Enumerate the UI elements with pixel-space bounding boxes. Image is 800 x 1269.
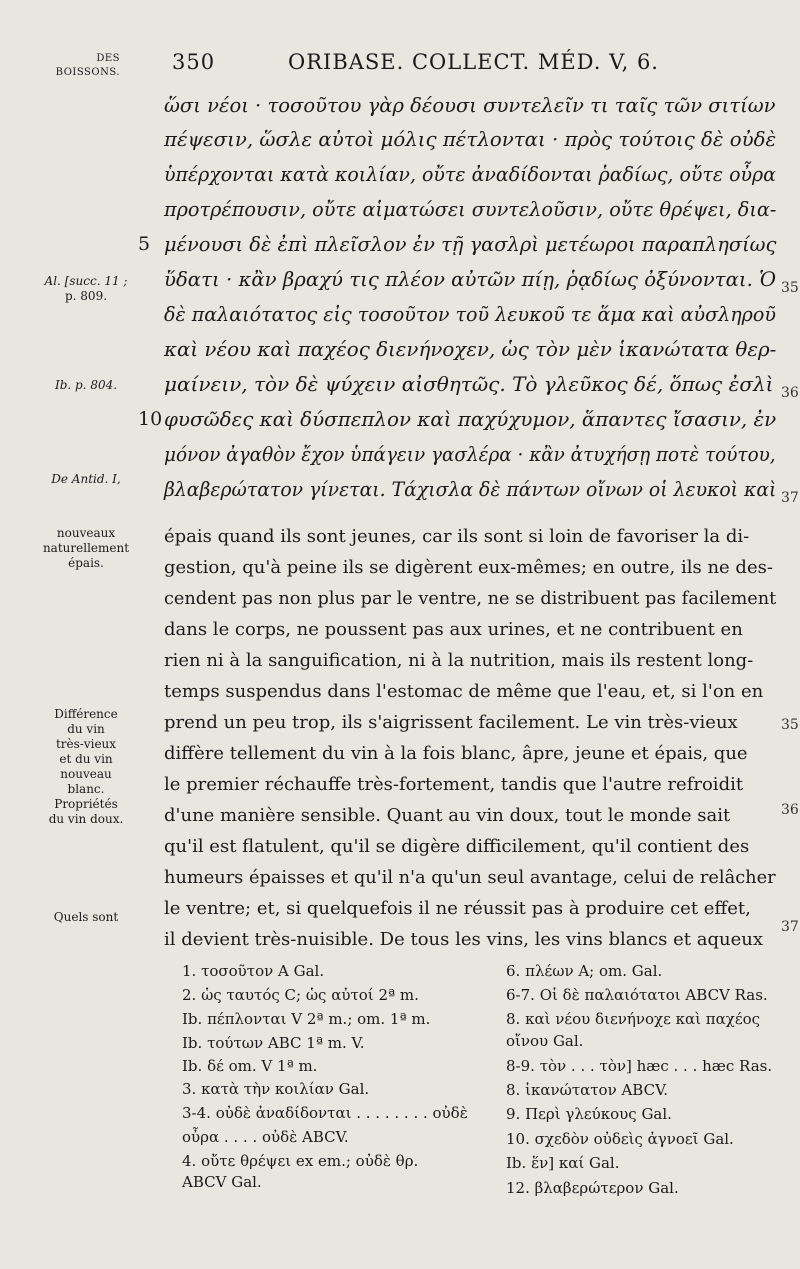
- french-line: diffère tellement du vin à la fois blanc, âpre, jeune et épais, que: [164, 743, 748, 764]
- apparatus-entry: ABCV Gal.: [182, 1173, 262, 1191]
- margin-header-line-1: DES: [96, 53, 120, 64]
- apparatus-entry: 4. οὔτε θρέψει ex em.; οὐδὲ θρ.: [182, 1152, 419, 1170]
- french-line: le ventre; et, si quelquefois il ne réussit pas à produire cet effet,: [164, 898, 751, 919]
- french-line: d'une manière sensible. Quant au vin doux, tout le monde sait: [164, 805, 731, 826]
- greek-line: μένουσι δὲ ἐπὶ πλεῖσλον ἐν τῇ γασλρὶ μετέωροι παραπλησίως: [164, 232, 777, 256]
- line-number-10: 10: [138, 408, 163, 430]
- french-line: humeurs épaisses et qu'il n'a qu'un seul avantage, celui de relâcher: [164, 867, 776, 888]
- greek-line: προτρέπουσιν, οὔτε αἱματώσει συντελοῦσιν, οὔτε θρέψει, δια-: [164, 197, 777, 221]
- line-number-5: 5: [138, 233, 151, 255]
- right-margin-number: 36: [781, 802, 799, 818]
- apparatus-entry: 2. ὡς ταυτός C; ὡς αὐτοί 2ª m.: [182, 986, 419, 1004]
- french-line: le premier réchauffe très-fortement, tandis que l'autre refroidit: [164, 774, 744, 795]
- apparatus-entry: Ib. πέπλονται V 2ª m.; om. 1ª m.: [182, 1010, 431, 1028]
- apparatus-entry: 12. βλαβερώτερον Gal.: [506, 1179, 679, 1197]
- french-line: épais quand ils sont jeunes, car ils sont si loin de favoriser la di-: [164, 526, 750, 547]
- french-line: temps suspendus dans l'estomac de même que l'eau, et, si l'on en: [164, 681, 764, 702]
- right-margin-number: 37: [781, 919, 799, 935]
- apparatus-entry: οἴνου Gal.: [506, 1032, 584, 1050]
- right-margin-number: 36: [781, 385, 799, 401]
- margin-ref-antid: De Antid. I,: [51, 472, 121, 486]
- apparatus-entry: οὖρα . . . . οὐδὲ ABCV.: [182, 1128, 349, 1146]
- apparatus-entry: Ib. ἕν] καί Gal.: [506, 1154, 620, 1172]
- apparatus-entry: 6-7. Οἱ δὲ παλαιότατοι ABCV Ras.: [506, 986, 768, 1004]
- margin-header-line-2: BOISSONS.: [55, 67, 120, 78]
- page-number: 350: [172, 50, 216, 74]
- greek-line: φυσῶδες καὶ δύσπεπλον καὶ παχύχυμον, ἅπαντες ἴσασιν, ἐν: [164, 407, 777, 431]
- apparatus-entry: 3. κατὰ τὴν κοιλίαν Gal.: [182, 1080, 370, 1098]
- margin-note-2: très-vieux: [55, 737, 117, 751]
- apparatus-entry: 8. καὶ νέου διενήνοχε καὶ παχέος: [506, 1010, 761, 1028]
- greek-line: πέψεσιν, ὥσλε αὐτοὶ μόλις πέτλονται · πρὸς τούτοις δὲ οὐδὲ: [164, 127, 777, 151]
- greek-line: ὕδατι · κἂν βραχύ τις πλέον αὐτῶν πίῃ, ῥᾳδίως ὀξύνονται. Ὁ: [164, 267, 776, 291]
- margin-note-3: Quels sont: [53, 910, 119, 924]
- french-line: rien ni à la sanguification, ni à la nutrition, mais ils restent long-: [164, 650, 754, 671]
- apparatus-entry: 6. πλέων A; om. Gal.: [506, 962, 663, 980]
- french-line: dans le corps, ne poussent pas aux urines, et ne contribuent en: [164, 619, 743, 640]
- running-head: ORIBASE. COLLECT. MÉD. V, 6.: [288, 50, 659, 74]
- margin-note-2: du vin doux.: [48, 812, 124, 826]
- french-line: il devient très-nuisible. De tous les vins, les vins blancs et aqueux: [164, 929, 763, 950]
- apparatus-entry: 8. ἱκανώτατον ABCV.: [506, 1081, 669, 1099]
- greek-line: δὲ παλαιότατος εἰς τοσοῦτον τοῦ λευκοῦ τε ἅμα καὶ αὐσληροῦ: [164, 302, 776, 326]
- apparatus-entry: Ib. δέ om. V 1ª m.: [182, 1057, 318, 1075]
- right-margin-number: 35: [781, 280, 799, 296]
- apparatus-entry: 10. σχεδὸν οὐδεὶς ἀγνοεῖ Gal.: [506, 1130, 734, 1148]
- greek-line: καὶ νέου καὶ παχέος διενήνοχεν, ὡς τὸν μὲν ἱκανώτατα θερ-: [164, 337, 777, 361]
- margin-ref-al: Al. [succ. 11 ;: [44, 274, 128, 288]
- margin-note-1: épais.: [68, 556, 104, 570]
- greek-line: ὥσι νέοι · τοσοῦτου γὰρ δέουσι συντελεῖν τι ταῖς τῶν σιτίων: [164, 93, 776, 117]
- french-line: prend un peu trop, ils s'aigrissent facilement. Le vin très-vieux: [164, 712, 738, 733]
- french-line: cendent pas non plus par le ventre, ne se distribuent pas facilement: [164, 588, 777, 609]
- margin-ref-ib: Ib. p. 804.: [54, 378, 118, 392]
- apparatus-entry: 3-4. οὐδὲ ἀναδίδονται . . . . . . . . οὐδὲ: [182, 1104, 468, 1122]
- french-line: qu'il est flatulent, qu'il se digère difficilement, qu'il contient des: [164, 836, 750, 857]
- margin-note-1: nouveaux: [56, 526, 116, 540]
- margin-note-1: naturellement: [42, 541, 130, 555]
- margin-ref-al-page: p. 809.: [64, 289, 108, 303]
- right-margin-number: 35: [781, 717, 799, 733]
- margin-note-2: et du vin: [59, 752, 113, 766]
- greek-line: μαίνειν, τὸν δὲ ψύχειν αἰσθητῶς. Τὸ γλεῦκος δέ, ὅπως ἐσλὶ: [164, 372, 774, 396]
- french-line: gestion, qu'à peine ils se digèrent eux-mêmes; en outre, ils ne des-: [164, 557, 773, 578]
- right-margin-number: 37: [781, 490, 799, 506]
- apparatus-entry: 1. τοσοῦτον A Gal.: [182, 962, 325, 980]
- margin-note-2: du vin: [67, 722, 105, 736]
- margin-note-2: Propriétés: [54, 797, 118, 811]
- apparatus-entry: Ib. τούτων ABC 1ª m. V.: [182, 1034, 365, 1052]
- greek-line: βλαβερώτατον γίνεται. Τάχισλα δὲ πάντων οἴνων οἱ λευκοὶ καὶ: [164, 477, 777, 501]
- margin-note-2: blanc.: [67, 782, 105, 796]
- margin-note-2: Différence: [54, 707, 118, 721]
- margin-note-2: nouveau: [60, 767, 112, 781]
- greek-line: ὑπέρχονται κατὰ κοιλίαν, οὔτε ἀναδίδονται ῥαδίως, οὔτε οὖρα: [164, 162, 776, 186]
- greek-line: μόνον ἀγαθὸν ἔχον ὑπάγειν γασλέρα · κἂν ἀτυχήσῃ ποτὲ τούτου,: [164, 442, 776, 466]
- apparatus-entry: 9. Περὶ γλεύκους Gal.: [506, 1105, 672, 1123]
- apparatus-entry: 8-9. τὸν . . . τὸν] hæc . . . hæc Ras.: [506, 1057, 773, 1075]
